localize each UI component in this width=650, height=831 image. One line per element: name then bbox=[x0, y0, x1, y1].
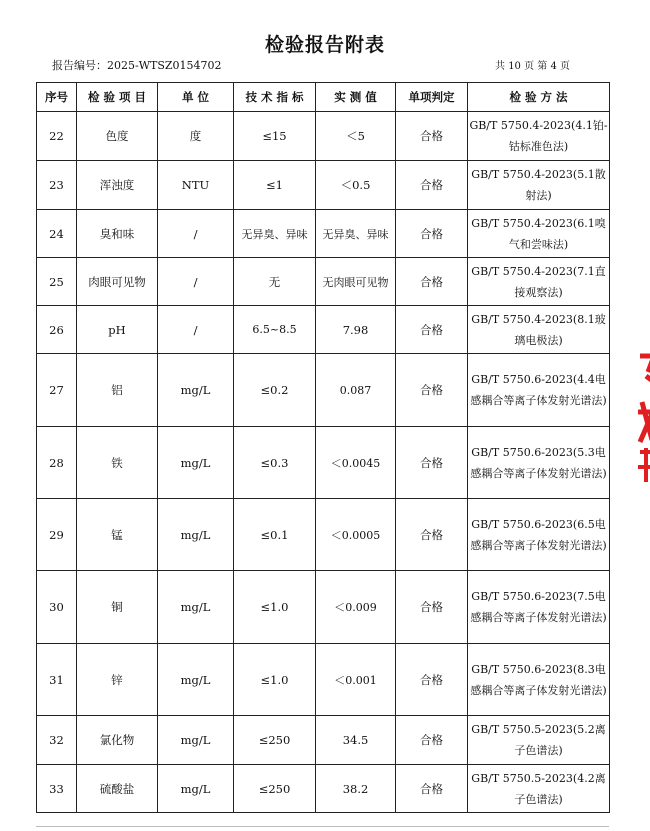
row-method: GB/T 5750.5-2023(5.2离子色谱法) bbox=[468, 716, 610, 765]
table-row bbox=[37, 354, 610, 427]
row-value: 34.5 bbox=[316, 716, 396, 765]
row-value: ＜0.0045 bbox=[316, 427, 396, 499]
page-info: 共 10 页 第 4 页 bbox=[495, 61, 570, 72]
row-limit: 6.5~8.5 bbox=[234, 306, 316, 354]
row-verdict: 合格 bbox=[396, 112, 468, 161]
row-no: 22 bbox=[37, 112, 77, 161]
row-verdict: 合格 bbox=[396, 354, 468, 427]
row-value: ＜0.5 bbox=[316, 161, 396, 210]
row-method: GB/T 5750.4-2023(8.1玻璃电极法) bbox=[468, 306, 610, 354]
row-no: 28 bbox=[37, 427, 77, 499]
results-table bbox=[36, 82, 610, 813]
table-row bbox=[37, 112, 610, 161]
header-limit: 技 术 指 标 bbox=[234, 83, 316, 112]
row-value: 7.98 bbox=[316, 306, 396, 354]
table-row bbox=[37, 427, 610, 499]
row-value: 无异臭、异味 bbox=[316, 210, 396, 258]
table-row bbox=[37, 258, 610, 306]
row-verdict: 合格 bbox=[396, 161, 468, 210]
table-row bbox=[37, 161, 610, 210]
row-item: pH bbox=[77, 306, 158, 354]
row-limit: ≤0.1 bbox=[234, 499, 316, 571]
row-unit: mg/L bbox=[158, 716, 234, 765]
table-row bbox=[37, 306, 610, 354]
row-method: GB/T 5750.6-2023(4.4电感耦合等离子体发射光谱法) bbox=[468, 354, 610, 427]
row-verdict: 合格 bbox=[396, 716, 468, 765]
page-title: 检验报告附表 bbox=[264, 34, 385, 56]
header-method: 检 验 方 法 bbox=[468, 83, 610, 112]
table-row bbox=[37, 210, 610, 258]
row-value: ＜0.009 bbox=[316, 571, 396, 644]
table-row bbox=[37, 644, 610, 716]
row-unit: mg/L bbox=[158, 765, 234, 813]
row-unit: / bbox=[158, 210, 234, 258]
row-no: 29 bbox=[37, 499, 77, 571]
stamp-mark-icon bbox=[636, 352, 650, 487]
row-method: GB/T 5750.5-2023(4.2离子色谱法) bbox=[468, 765, 610, 813]
row-unit: mg/L bbox=[158, 571, 234, 644]
row-no: 31 bbox=[37, 644, 77, 716]
row-limit: ≤15 bbox=[234, 112, 316, 161]
row-no: 23 bbox=[37, 161, 77, 210]
row-unit: mg/L bbox=[158, 354, 234, 427]
row-verdict: 合格 bbox=[396, 306, 468, 354]
row-limit: 无 bbox=[234, 258, 316, 306]
row-method: GB/T 5750.6-2023(6.5电感耦合等离子体发射光谱法) bbox=[468, 499, 610, 571]
row-limit: ≤0.2 bbox=[234, 354, 316, 427]
row-item: 氯化物 bbox=[77, 716, 158, 765]
row-no: 33 bbox=[37, 765, 77, 813]
row-item: 浑浊度 bbox=[77, 161, 158, 210]
row-unit: / bbox=[158, 306, 234, 354]
row-item: 铜 bbox=[77, 571, 158, 644]
row-no: 32 bbox=[37, 716, 77, 765]
row-value: 0.087 bbox=[316, 354, 396, 427]
row-limit: ≤1 bbox=[234, 161, 316, 210]
row-method: GB/T 5750.4-2023(5.1散射法) bbox=[468, 161, 610, 210]
table-row bbox=[37, 765, 610, 813]
row-item: 锰 bbox=[77, 499, 158, 571]
row-unit: mg/L bbox=[158, 644, 234, 716]
row-item: 铝 bbox=[77, 354, 158, 427]
row-unit: mg/L bbox=[158, 499, 234, 571]
row-method: GB/T 5750.6-2023(8.3电感耦合等离子体发射光谱法) bbox=[468, 644, 610, 716]
row-verdict: 合格 bbox=[396, 427, 468, 499]
row-limit: ≤250 bbox=[234, 716, 316, 765]
row-unit: NTU bbox=[158, 161, 234, 210]
page-bottom-rule bbox=[36, 826, 609, 827]
row-unit: 度 bbox=[158, 112, 234, 161]
row-item: 锌 bbox=[77, 644, 158, 716]
header-unit: 单 位 bbox=[158, 83, 234, 112]
row-item: 肉眼可见物 bbox=[77, 258, 158, 306]
row-verdict: 合格 bbox=[396, 644, 468, 716]
row-no: 30 bbox=[37, 571, 77, 644]
row-value: 无肉眼可见物 bbox=[316, 258, 396, 306]
red-stamp-fragment bbox=[636, 352, 650, 487]
row-unit: / bbox=[158, 258, 234, 306]
row-method: GB/T 5750.4-2023(7.1直接观察法) bbox=[468, 258, 610, 306]
row-limit: ≤1.0 bbox=[234, 571, 316, 644]
row-verdict: 合格 bbox=[396, 765, 468, 813]
row-item: 铁 bbox=[77, 427, 158, 499]
row-method: GB/T 5750.4-2023(4.1铂-钴标准色法) bbox=[468, 112, 610, 161]
row-verdict: 合格 bbox=[396, 258, 468, 306]
row-verdict: 合格 bbox=[396, 210, 468, 258]
row-limit: ≤250 bbox=[234, 765, 316, 813]
header-value: 实 测 值 bbox=[316, 83, 396, 112]
row-verdict: 合格 bbox=[396, 571, 468, 644]
row-no: 26 bbox=[37, 306, 77, 354]
row-value: ＜0.0005 bbox=[316, 499, 396, 571]
report-number: 报告编号：2025-WTSZ0154702 bbox=[52, 59, 222, 72]
table-row bbox=[37, 571, 610, 644]
row-unit: mg/L bbox=[158, 427, 234, 499]
table-header-row bbox=[37, 83, 610, 112]
header-no: 序号 bbox=[37, 83, 77, 112]
row-limit: 无异臭、异味 bbox=[234, 210, 316, 258]
row-verdict: 合格 bbox=[396, 499, 468, 571]
table-row bbox=[37, 716, 610, 765]
row-method: GB/T 5750.6-2023(7.5电感耦合等离子体发射光谱法) bbox=[468, 571, 610, 644]
row-no: 24 bbox=[37, 210, 77, 258]
row-no: 27 bbox=[37, 354, 77, 427]
header-item: 检 验 项 目 bbox=[77, 83, 158, 112]
row-limit: ≤1.0 bbox=[234, 644, 316, 716]
row-item: 色度 bbox=[77, 112, 158, 161]
row-value: 38.2 bbox=[316, 765, 396, 813]
row-item: 臭和味 bbox=[77, 210, 158, 258]
row-method: GB/T 5750.6-2023(5.3电感耦合等离子体发射光谱法) bbox=[468, 427, 610, 499]
row-limit: ≤0.3 bbox=[234, 427, 316, 499]
row-value: ＜0.001 bbox=[316, 644, 396, 716]
row-no: 25 bbox=[37, 258, 77, 306]
table-row bbox=[37, 499, 610, 571]
header-verdict: 单项判定 bbox=[396, 83, 468, 112]
row-item: 硫酸盐 bbox=[77, 765, 158, 813]
row-value: ＜5 bbox=[316, 112, 396, 161]
row-method: GB/T 5750.4-2023(6.1嗅气和尝味法) bbox=[468, 210, 610, 258]
